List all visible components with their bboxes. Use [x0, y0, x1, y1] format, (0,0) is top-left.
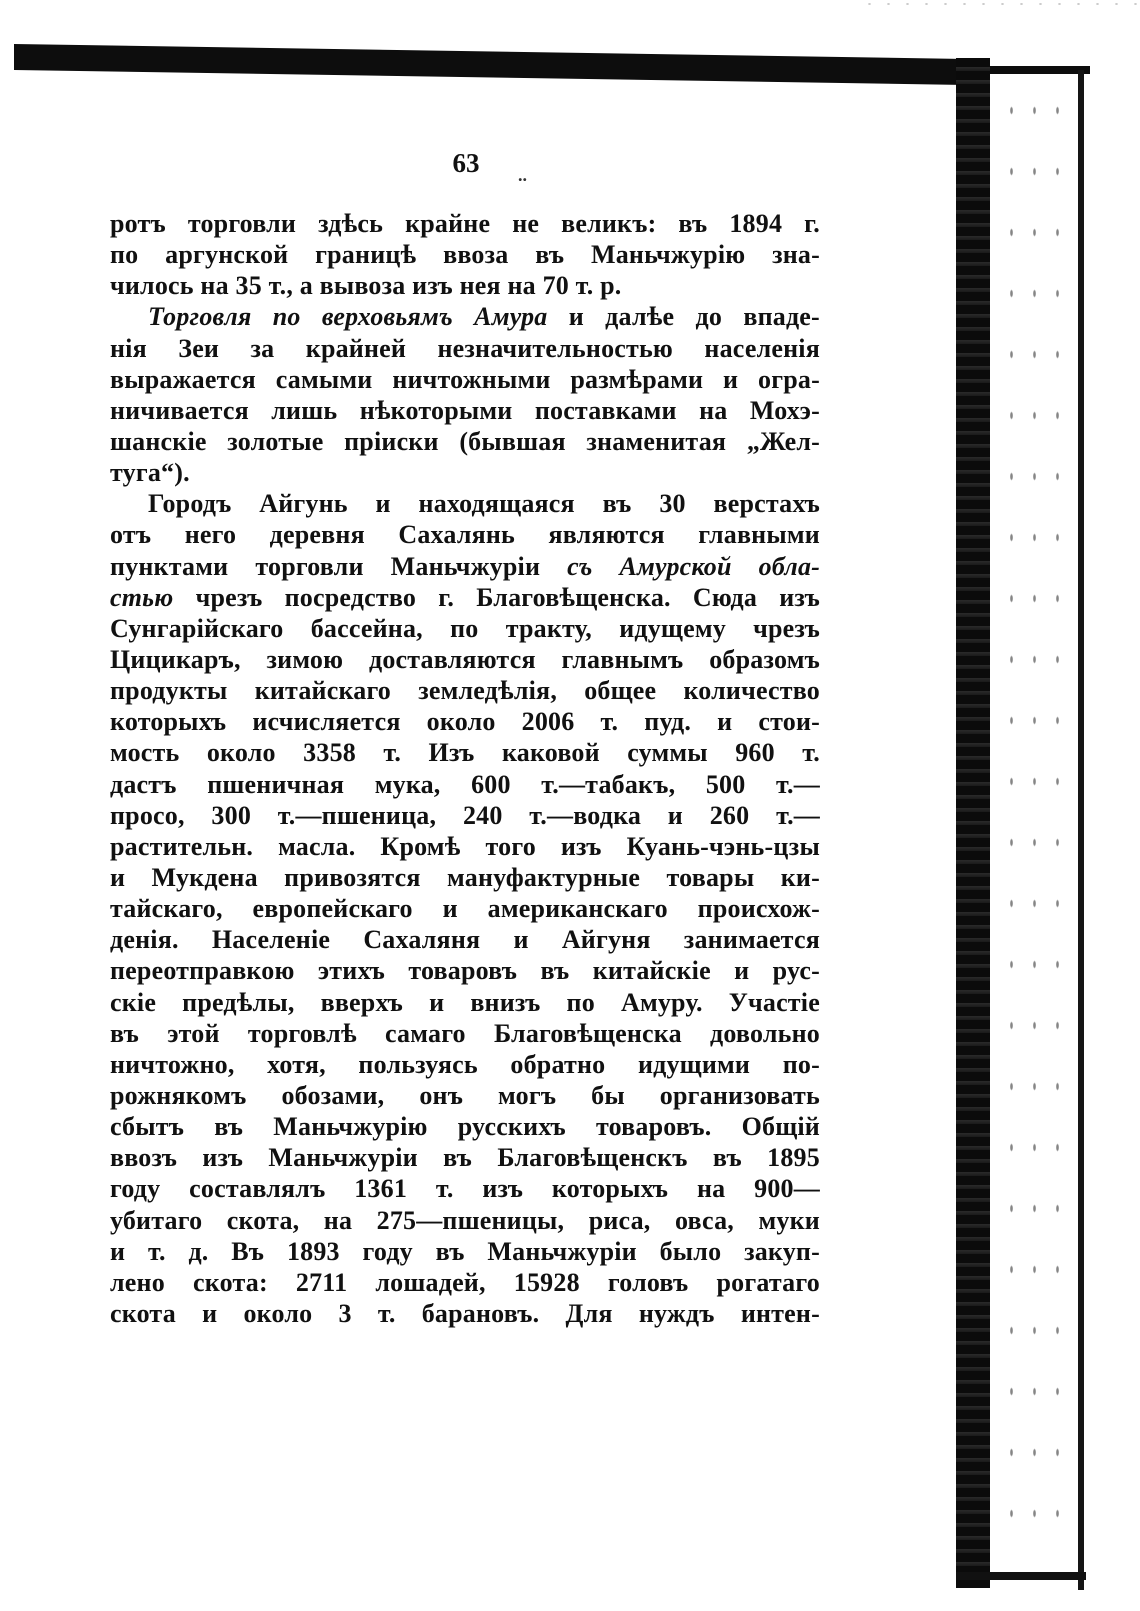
text-line [110, 737, 820, 768]
word: торговлѣ [247, 1018, 357, 1048]
word: Цицикаръ, [110, 644, 241, 674]
word: лошадей, [375, 1267, 486, 1297]
italic-word: верховьямъ [321, 302, 453, 332]
word: зимою [266, 644, 344, 674]
word: чрезъ [753, 613, 820, 643]
word: въ [602, 489, 632, 519]
word: нѣкоторыми [359, 395, 513, 425]
word: 900— [754, 1174, 820, 1204]
text-line [110, 239, 820, 270]
word: изъ [482, 1174, 524, 1204]
word: т. [435, 1174, 454, 1204]
word: великъ: [561, 209, 657, 238]
word: рожнякомъ [110, 1080, 247, 1110]
page-top-border [14, 44, 974, 85]
word: т.— [776, 769, 820, 799]
word: Мохэ- [749, 395, 820, 425]
word: въ [110, 1018, 139, 1048]
text-line [110, 551, 820, 582]
word: Маньчжуріи [487, 1236, 637, 1266]
word: предѣлы, [182, 987, 295, 1017]
word: Сахалянь [398, 520, 516, 550]
word: каковой [501, 738, 600, 768]
word: пріиски [344, 426, 439, 456]
word: головъ [607, 1267, 689, 1297]
word: изъ [202, 1143, 244, 1173]
text-line [110, 675, 820, 706]
text-line [110, 1267, 820, 1298]
word: занимается [683, 925, 820, 955]
word: т.—табакъ, [541, 769, 676, 799]
word: идущими [637, 1049, 751, 1079]
word: сбытъ [110, 1112, 185, 1142]
text-line [110, 613, 820, 644]
text-line [110, 426, 820, 457]
word: пшеничная [207, 769, 345, 799]
word: американскаго [487, 894, 668, 924]
word: золотые [227, 426, 324, 456]
word: и [723, 364, 739, 394]
word: выражается [110, 364, 256, 394]
text-line [110, 644, 820, 675]
word: лишь [271, 395, 338, 425]
word: 600 [471, 769, 511, 799]
word: около [243, 1298, 313, 1328]
word: происхож- [697, 894, 820, 924]
word: въ [535, 240, 565, 270]
word: огра- [758, 364, 820, 394]
page-number: 63 [452, 148, 480, 178]
word: того [485, 831, 536, 861]
word: мость [110, 738, 180, 768]
word: пуд. [644, 707, 692, 737]
word: торговли [187, 209, 297, 238]
word: и [568, 302, 584, 332]
text-line [110, 457, 820, 488]
word: и [734, 956, 750, 986]
word: муки [758, 1205, 820, 1235]
word: хотя, [267, 1049, 326, 1079]
word: по [566, 987, 595, 1017]
word: китайскаго [254, 676, 392, 706]
word: и [513, 925, 529, 955]
word: Городъ [148, 489, 232, 519]
word: него [184, 520, 237, 550]
word: впаде- [743, 302, 820, 332]
text-line [110, 831, 820, 862]
word: Общій [741, 1112, 820, 1142]
word: онъ [419, 1080, 464, 1110]
word: т.—пшеница, [277, 800, 437, 830]
word: д. [188, 1236, 209, 1266]
text-line [110, 1142, 820, 1173]
word: самаго [385, 1018, 466, 1048]
italic-word: съ [567, 551, 593, 581]
word: 30 [659, 489, 686, 519]
word: Благовѣщенска. [476, 582, 671, 612]
word: находящаяся [418, 489, 575, 519]
text-line [110, 706, 820, 737]
word: скота, [226, 1205, 300, 1235]
word: 1361 [354, 1174, 408, 1204]
text-span: чилось на 35 т., а вывоза изъ нея на 70 т. р. [110, 271, 622, 301]
page-number-marks: .. [518, 165, 527, 185]
word: являются [548, 520, 665, 550]
word: изъ [779, 582, 820, 612]
text-line [110, 488, 820, 519]
page-bottom-border [956, 1572, 1086, 1580]
word: пользуясь [358, 1049, 478, 1079]
word: привозятся [284, 862, 421, 892]
word: обратно [510, 1049, 606, 1079]
word: скіе [110, 987, 157, 1017]
word: было [659, 1236, 722, 1266]
word: которыхъ [110, 707, 227, 737]
word: Кромѣ [380, 831, 461, 861]
text-line [110, 1298, 820, 1329]
italic-span: стью [110, 582, 174, 612]
text-line [110, 1080, 820, 1111]
word: составлялъ [189, 1174, 326, 1204]
word: товаровъ. [595, 1112, 712, 1142]
word: нія [110, 333, 147, 363]
text-line [110, 333, 820, 364]
italic-word: Амура [474, 302, 548, 332]
word: Зеи [178, 333, 220, 363]
word: т.—водка [529, 800, 642, 830]
body-text [110, 208, 820, 1329]
word: Маньчжуріи [268, 1143, 418, 1173]
word: 960 [735, 738, 775, 768]
word: товаровъ [408, 956, 518, 986]
word: отъ [110, 520, 152, 550]
word: общее [584, 676, 657, 706]
book-binding-edge [956, 58, 990, 1588]
word: довольно [710, 1018, 820, 1048]
text-line [110, 955, 820, 986]
word: растительн. [110, 831, 254, 861]
word: зна- [772, 240, 820, 270]
text-line [110, 1049, 820, 1080]
word: Населеніе [211, 925, 331, 955]
word: просо, [110, 800, 185, 830]
word: въ [435, 1236, 465, 1266]
word: за [250, 333, 275, 363]
page-right-border [1078, 70, 1084, 1590]
text-line [110, 301, 820, 332]
word: по [450, 613, 479, 643]
text-line [110, 1236, 820, 1267]
word: 275—пшеницы, [376, 1205, 565, 1235]
scan-corner-specks [860, 0, 1140, 8]
word: и [442, 894, 458, 924]
word: Сунгарійскаго [110, 613, 284, 643]
text-line [110, 395, 820, 426]
word: количество [683, 676, 820, 706]
text-line [110, 800, 820, 831]
word: и [202, 1298, 218, 1328]
word: дастъ [110, 769, 177, 799]
text-line [110, 893, 820, 924]
word: мука, [374, 769, 441, 799]
word: исчисляется [252, 707, 401, 737]
word: закуп- [744, 1236, 820, 1266]
word: организовать [659, 1080, 820, 1110]
word: около [426, 707, 496, 737]
text-line [110, 582, 820, 613]
word: бы [591, 1080, 625, 1110]
word: идущему [619, 613, 726, 643]
italic-word: Амурской [619, 551, 732, 581]
word: 15928 [513, 1267, 580, 1297]
word: г. [804, 209, 820, 238]
word: денія. [110, 925, 179, 955]
word: 2711 [295, 1267, 348, 1297]
word: на [696, 1174, 726, 1204]
word: (бывшая [459, 426, 566, 456]
word: т. [600, 707, 619, 737]
word: доставляются [368, 644, 536, 674]
text-line [110, 208, 820, 239]
word: главнымъ [561, 644, 684, 674]
word: лено [110, 1267, 165, 1297]
word: мануфактурные [447, 862, 641, 892]
word: пунктами [110, 551, 229, 581]
word: т. [147, 1236, 166, 1266]
word: 260 [709, 800, 750, 830]
word: 1893 [286, 1236, 340, 1266]
word: ротъ [110, 209, 166, 238]
word: внизъ [470, 987, 541, 1017]
word: „Жел- [746, 426, 820, 456]
text-line [110, 270, 820, 301]
word: около [206, 738, 276, 768]
word: т.— [776, 800, 820, 830]
word: риса, [588, 1205, 651, 1235]
word: и [110, 1236, 126, 1266]
word: барановъ. [421, 1298, 540, 1328]
italic-word: Торговля [148, 302, 252, 332]
word: убитаго [110, 1205, 203, 1235]
word: 240 [462, 800, 503, 830]
word: Куань-чэнь-цзы [626, 831, 820, 861]
word: суммы [627, 738, 708, 768]
word: на [323, 1205, 353, 1235]
word: крайней [305, 333, 407, 363]
word: Сюда [692, 582, 758, 612]
word: изъ [560, 831, 602, 861]
text-span: туга“). [110, 458, 190, 488]
word: Благовѣщенскъ [497, 1143, 688, 1173]
word: т. [383, 738, 402, 768]
word: далѣе [605, 302, 675, 332]
word: ничтожными [392, 364, 551, 394]
word: здѣсь [318, 209, 384, 238]
word: по- [782, 1049, 820, 1079]
word: въ [443, 1143, 473, 1173]
word: Участіе [728, 987, 820, 1017]
word: 3 [338, 1298, 352, 1328]
word: европейскаго [252, 894, 413, 924]
word: самыми [275, 364, 373, 394]
word: населенія [704, 333, 820, 363]
text-line [110, 1205, 820, 1236]
word: аргунской [165, 240, 289, 270]
word: обозами, [281, 1080, 385, 1110]
word: Въ [231, 1236, 265, 1266]
word: могъ [498, 1080, 557, 1110]
word: 2006 [521, 707, 575, 737]
text-line [110, 862, 820, 893]
word: знаменитая [586, 426, 727, 456]
word: Маньчжуріи [390, 551, 541, 581]
word: Маньчжурію [590, 240, 746, 270]
word: въ [214, 1112, 244, 1142]
word: ничтожно, [110, 1049, 235, 1079]
word: 1894 [729, 209, 783, 238]
italic-word: по [272, 302, 301, 332]
word: ввозъ [110, 1143, 178, 1173]
word: границѣ [315, 240, 417, 270]
word: т. [377, 1298, 396, 1328]
word: Айгуня [561, 925, 651, 955]
word: чрезъ [195, 582, 263, 612]
word: этихъ [317, 956, 386, 986]
word: скота [110, 1298, 176, 1328]
word: ввоза [443, 240, 509, 270]
word: скота: [193, 1267, 268, 1297]
text-line [110, 924, 820, 955]
word: Благовѣщенска [493, 1018, 682, 1048]
word: главными [698, 520, 820, 550]
word: Для [565, 1298, 613, 1328]
word: масла. [278, 831, 356, 861]
word: 1895 [767, 1143, 820, 1173]
word: поставками [534, 395, 677, 425]
word: ничивается [110, 395, 249, 425]
text-line [110, 769, 820, 800]
word: этой [167, 1018, 220, 1048]
word: шанскіе [110, 426, 207, 456]
word: тайскаго, [110, 894, 223, 924]
text-line [110, 519, 820, 550]
word: тракту, [505, 613, 592, 643]
word: и [717, 707, 733, 737]
word: не [512, 209, 540, 238]
word: стои- [758, 707, 820, 737]
word: нуждъ [638, 1298, 715, 1328]
word: рогатаго [716, 1267, 820, 1297]
word: китайскіе [592, 956, 711, 986]
word: Мукдена [151, 862, 258, 892]
word: 3358 [303, 738, 356, 768]
text-line [110, 987, 820, 1018]
word: рус- [772, 956, 820, 986]
word: которыхъ [551, 1174, 669, 1204]
word: и [667, 800, 683, 830]
word: и [110, 862, 126, 892]
word: незначительностью [437, 333, 673, 363]
text-line [110, 1018, 820, 1049]
word: въ [712, 1143, 742, 1173]
text-line [110, 1173, 820, 1204]
word: до [695, 302, 723, 332]
word: овса, [674, 1205, 735, 1235]
word: вверхъ [320, 987, 404, 1017]
word: посредство [284, 582, 417, 612]
word: Изъ [428, 738, 475, 768]
word: размѣрами [570, 364, 704, 394]
word: Сахаляня [363, 925, 481, 955]
word: году [362, 1236, 413, 1266]
text-line [110, 1111, 820, 1142]
word: 300 [211, 800, 252, 830]
word: Айгунь [259, 489, 348, 519]
word: и [429, 987, 445, 1017]
word: образомъ [709, 644, 820, 674]
word: деревня [269, 520, 365, 550]
word: крайне [405, 209, 491, 238]
text-line [110, 364, 820, 395]
italic-word: обла- [758, 551, 820, 581]
word: Маньчжурію [273, 1112, 428, 1142]
word: по [110, 240, 139, 270]
word: Амуру. [620, 987, 703, 1017]
word: ки- [780, 862, 820, 892]
word: товары [666, 862, 755, 892]
word: русскихъ [457, 1112, 566, 1142]
scan-margin-specks [1000, 80, 1070, 1570]
word: 500 [705, 769, 746, 799]
word: переотправкою [110, 956, 295, 986]
word: торговли [255, 551, 364, 581]
word: продукты [110, 676, 228, 706]
word: на [699, 395, 728, 425]
word: г. [438, 582, 455, 612]
word: интен- [740, 1298, 820, 1328]
word: году [110, 1174, 161, 1204]
word: и [375, 489, 391, 519]
word: въ [678, 209, 708, 238]
word: верстахъ [713, 489, 820, 519]
word: бассейна, [310, 613, 423, 643]
word: т. [802, 738, 820, 768]
word: въ [540, 956, 570, 986]
word: земледѣлія, [418, 676, 558, 706]
